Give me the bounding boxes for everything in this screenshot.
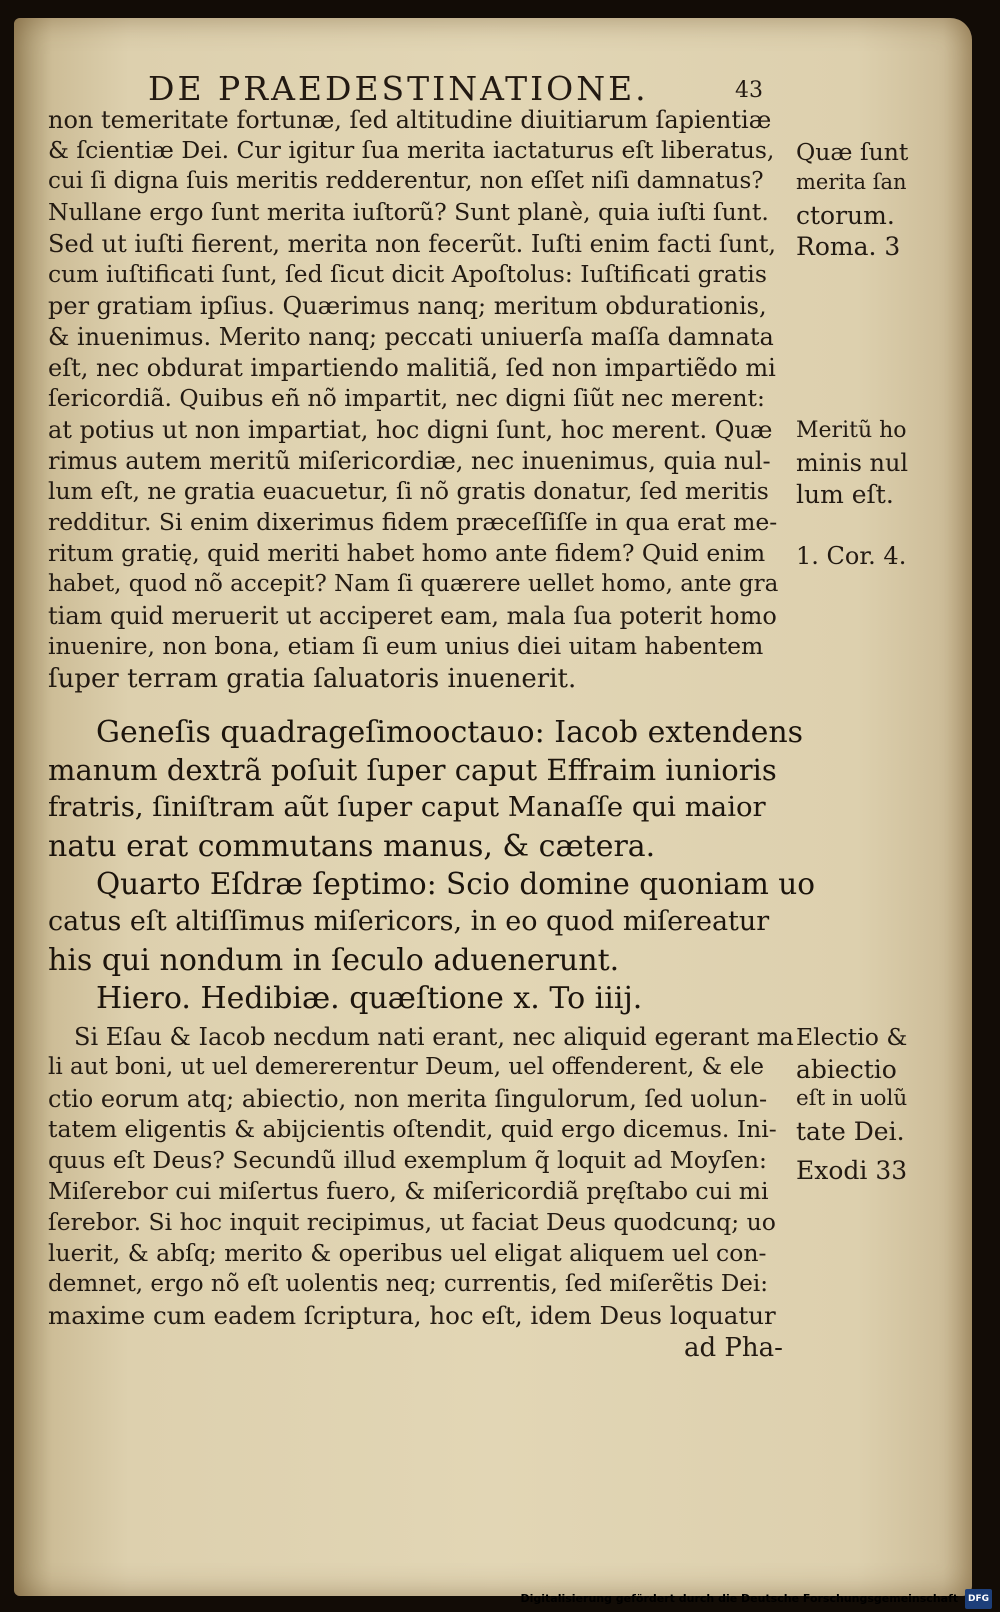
running-title: DE PRAEDESTINATIONE.: [148, 69, 649, 108]
margin-note: Roma. 3: [796, 232, 901, 261]
margin-note: 1. Cor. 4.: [796, 542, 907, 570]
body-line: rimus autem meritũ miſericordiæ, nec inuenimus, quia nul-: [48, 447, 771, 475]
citation-line: fratris, ſiniſtram aũt ſuper caput Manaſſe qui maior: [48, 791, 766, 823]
body-line: habet, quod nõ accepit? Nam ſi quærere uellet homo, ante gra: [48, 571, 779, 597]
body-line: demnet, ergo nõ eſt uolentis neq; currentis, ſed miſerẽtis Dei:: [48, 1271, 768, 1297]
margin-note: minis nul: [796, 449, 909, 477]
citation-line: Quarto Eſdræ ſeptimo: Scio domine quoniam uo: [96, 867, 815, 901]
footer-credit-text: Digitalisierung gefördert durch die Deutsche Forschungsgemeinschaft: [520, 1592, 959, 1605]
body-line: ſerebor. Si hoc inquit recipimus, ut faciat Deus quodcunq; uo: [48, 1208, 776, 1236]
citation-line: manum dextrã poſuit ſuper caput Effraim iunioris: [48, 753, 777, 787]
margin-note: merita ſan: [796, 170, 907, 194]
citation-line: Geneſis quadrageſimooctauo: Iacob extendens: [96, 715, 804, 750]
body-line: cui ſi digna ſuis meritis redderentur, non eſſet niſi damnatus?: [48, 168, 764, 194]
body-line: per gratiam ipſius. Quærimus nanq; meritum obdurationis,: [48, 292, 767, 320]
margin-note: ctorum.: [796, 201, 895, 230]
body-line: ſericordiã. Quibus eñ nõ impartit, nec digni ſiũt nec merent:: [48, 384, 765, 412]
footer-credit: [520, 1589, 992, 1607]
body-line: ſuper terram gratia ſaluatoris inuenerit.: [48, 664, 577, 694]
body-line: maxime cum eadem ſcriptura, hoc eſt, idem Deus loquatur: [48, 1301, 776, 1330]
body-line: lum eſt, ne gratia euacuetur, ſi nõ gratis donatur, ſed meritis: [48, 477, 769, 505]
body-line: ctio eorum atq; abiectio, non merita ſingulorum, ſed uolun-: [48, 1085, 768, 1113]
margin-note: Exodi 33: [796, 1156, 908, 1185]
body-line: eſt, nec obdurat impartiendo malitiã, ſed non impartiẽdo mi: [48, 354, 776, 382]
citation-line: natu erat commutans manus, & cætera.: [48, 829, 656, 864]
body-line: ritum gratię, quid meriti habet homo ante fidem? Quid enim: [48, 539, 766, 567]
body-line: & ſcientiæ Dei. Cur igitur ſua merita iactaturus eſt liberatus,: [48, 136, 775, 164]
body-line: Nullane ergo ſunt merita iuſtorũ? Sunt planè, quia iuſti ſunt.: [48, 198, 769, 226]
body-line: quus eſt Deus? Secundũ illud exemplum q̃ loquit ad Moyſen:: [48, 1146, 767, 1174]
body-line: Miſerebor cui miſertus fuero, & miſericordiã pręſtabo cui mi: [48, 1177, 769, 1205]
margin-note: lum eſt.: [796, 480, 894, 509]
margin-note: Electio &: [796, 1023, 908, 1051]
dfg-logo-icon: DFG: [965, 1589, 992, 1609]
body-line: non temeritate fortunæ, ſed altitudine diuitiarum ſapientiæ: [48, 106, 772, 134]
body-line: tatem eligentis & abijcientis oſtendit, quid ergo dicemus. Ini-: [48, 1115, 777, 1143]
body-line: tiam quid meruerit ut acciperet eam, mala ſua poterit homo: [48, 602, 777, 630]
body-line: Sed ut iuſti fierent, merita non fecerũt. Iuſti enim facti ſunt,: [48, 230, 776, 258]
catchword: ad Pha-: [684, 1333, 783, 1363]
body-line: li aut boni, ut uel demererentur Deum, uel offenderent, & ele: [48, 1054, 765, 1080]
margin-note: tate Dei.: [796, 1117, 905, 1146]
margin-note: abiectio: [796, 1055, 897, 1084]
body-line: redditur. Si enim dixerimus fidem præceſſiſſe in qua erat me-: [48, 508, 778, 536]
margin-note: Meritũ ho: [796, 418, 907, 443]
citation-heading: Hiero. Hedibiæ. quæſtione x. To iiij.: [96, 981, 643, 1016]
body-line: Si Eſau & Iacob necdum nati erant, nec aliquid egerant ma: [74, 1023, 794, 1051]
body-line: luerit, & abſq; merito & operibus uel eligat aliquem uel con-: [48, 1239, 767, 1267]
margin-note: eſt in uolũ: [796, 1086, 908, 1111]
margin-note: Quæ ſunt: [796, 138, 909, 166]
body-line: at potius ut non impartiat, hoc digni ſunt, hoc merent. Quæ: [48, 416, 773, 444]
citation-line: catus eſt altiſſimus miſericors, in eo quod miſereatur: [48, 906, 770, 937]
page-number: 43: [735, 78, 763, 103]
body-line: cum iuſtificati ſunt, ſed ſicut dicit Apoſtolus: Iuſtificati gratis: [48, 260, 767, 288]
body-line: inuenire, non bona, etiam ſi eum unius diei uitam habentem: [48, 632, 764, 660]
body-line: & inuenimus. Merito nanq; peccati uniuerſa maſſa damnata: [48, 323, 774, 351]
citation-line: his qui nondum in ſeculo aduenerunt.: [48, 943, 620, 978]
